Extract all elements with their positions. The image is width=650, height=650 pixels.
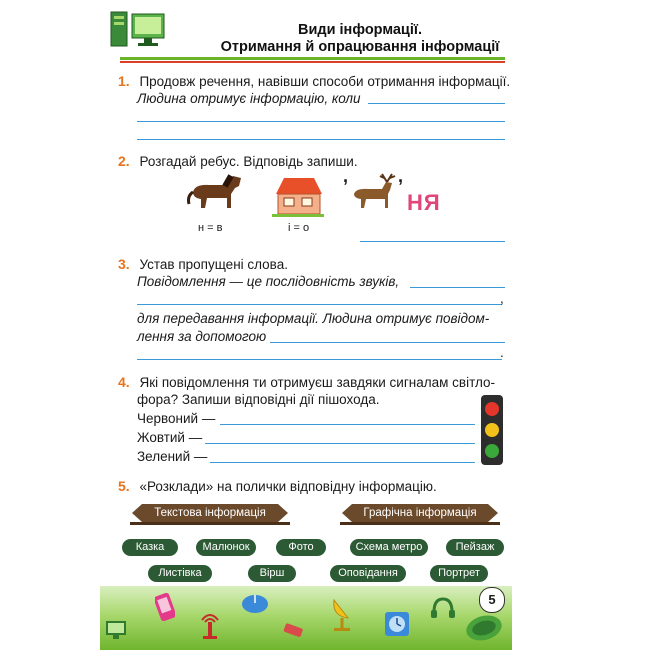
punct: . — [500, 345, 504, 360]
house-image — [270, 174, 325, 219]
task-number: 4. — [118, 374, 130, 390]
antenna-icon — [198, 610, 222, 645]
task-text: «Розклади» на полички відповідну інформацію. — [139, 479, 437, 494]
signal-red-label: Червоний — — [137, 411, 216, 426]
task-3-text: для передавання інформації. Людина отримує повідом- — [137, 311, 490, 326]
task-2 — [118, 152, 518, 171]
page-number-badge — [479, 587, 505, 613]
tag-item[interactable]: Казка — [122, 539, 178, 556]
rebus-hint: н = в — [198, 222, 223, 234]
task-text: Розгадай ребус. Відповідь запиши. — [139, 154, 358, 169]
clock-icon — [384, 611, 410, 642]
rebus-comma: , — [343, 166, 349, 186]
monitor-icon — [105, 620, 127, 645]
rebus-ending: НЯ — [407, 190, 441, 215]
tag-item[interactable]: Портрет — [430, 565, 488, 582]
task-1 — [118, 72, 518, 91]
answer-line[interactable] — [410, 287, 505, 288]
shelf-text-info[interactable]: Текстова інформація — [142, 504, 278, 522]
signal-yellow-label: Жовтий — — [137, 430, 203, 445]
computer-mouse-green-icon — [464, 614, 504, 647]
deer-image — [348, 172, 403, 222]
task-text: Які повідомлення ти отримуєш завдяки сигналам світло- — [139, 375, 495, 390]
satellite-dish-icon — [330, 596, 358, 637]
answer-line[interactable] — [220, 424, 475, 425]
traffic-light-icon — [478, 393, 506, 469]
task-3 — [118, 255, 518, 274]
tag-item[interactable]: Фото — [276, 539, 326, 556]
title-underline-red — [120, 61, 505, 63]
answer-line[interactable] — [137, 304, 502, 305]
task-text: Продовж речення, навівши способи отримання інформації. — [139, 74, 511, 89]
rebus-comma: , — [398, 166, 404, 186]
answer-line[interactable] — [270, 342, 505, 343]
answer-line[interactable] — [137, 359, 502, 360]
task-text: фора? Запиши відповідні дії пішохода. — [137, 392, 380, 407]
task-5 — [118, 477, 518, 496]
task-number: 5. — [118, 478, 130, 494]
page-number: 5 — [488, 592, 496, 607]
tag-item[interactable]: Оповідання — [330, 565, 406, 582]
title-underline — [120, 57, 505, 60]
phone-icon — [155, 593, 175, 626]
answer-line[interactable] — [360, 241, 505, 242]
rebus-hint: і = о — [288, 222, 310, 234]
task-1-prompt: Людина отримує інформацію, коли — [137, 91, 361, 106]
page-title: Види інформації. Отримання й опрацювання інформації — [220, 22, 500, 55]
headphones-icon — [430, 596, 456, 625]
punct: , — [500, 291, 504, 306]
tag-item[interactable]: Пейзаж — [446, 539, 504, 556]
tag-item[interactable]: Вірш — [248, 565, 296, 582]
tag-item[interactable]: Малюнок — [196, 539, 256, 556]
tag-item[interactable]: Листівка — [148, 565, 212, 582]
task-text: Устав пропущені слова. — [139, 257, 288, 272]
task-number: 1. — [118, 73, 130, 89]
shelf-board — [340, 522, 500, 525]
tag-item[interactable]: Схема метро — [350, 539, 428, 556]
shelf-graphic-info[interactable]: Графічна інформація — [352, 504, 488, 522]
horse-image — [185, 172, 245, 222]
answer-line[interactable] — [368, 103, 505, 104]
answer-line[interactable] — [205, 443, 475, 444]
usb-stick-icon — [282, 623, 306, 644]
task-3-text: Повідомлення — це послідовність звуків, — [137, 274, 400, 289]
task-number: 2. — [118, 153, 130, 169]
answer-line[interactable] — [210, 462, 475, 463]
task-3-text: лення за допомогою — [137, 329, 267, 344]
answer-line[interactable] — [137, 139, 505, 140]
task-number: 3. — [118, 256, 130, 272]
mouse-icon — [240, 593, 270, 620]
shelf-board — [130, 522, 290, 525]
answer-line[interactable] — [137, 121, 505, 122]
signal-green-label: Зелений — — [137, 449, 208, 464]
task-4 — [118, 373, 518, 392]
